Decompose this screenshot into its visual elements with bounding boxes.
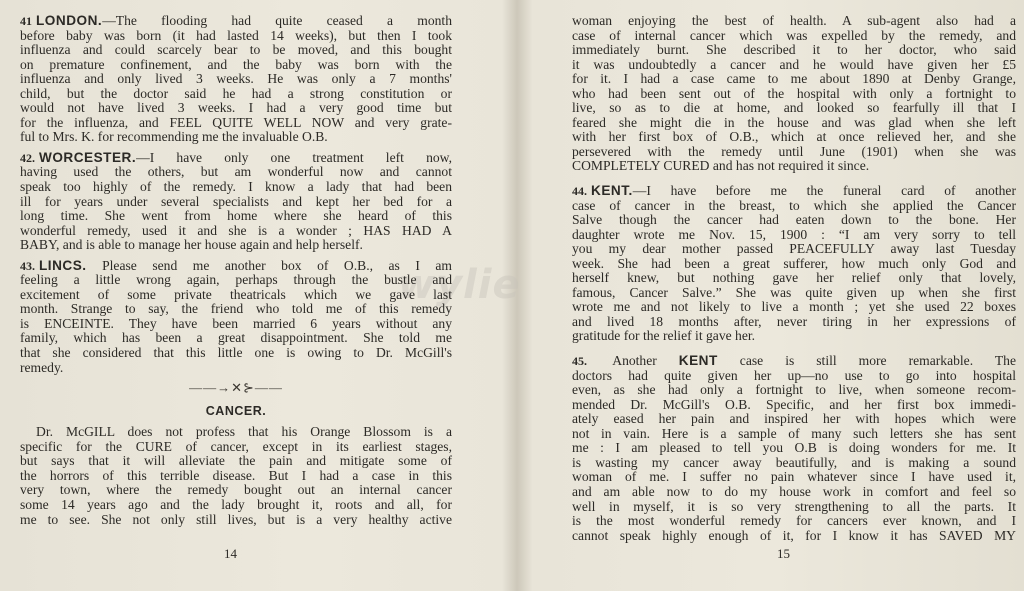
text-line: Another [591,353,679,369]
text-line: ately eased her pain and inspired her with hopes which were [572,411,1016,427]
text-line: with her first box of O.B., which at once relieved her, and she [572,129,1016,145]
text-line: ill for years under several specialists and kept her bed for a [20,193,452,209]
text-line: well in myself, it is so very strengthening to all the parts. It [572,498,1016,514]
entry-42 [20,151,452,253]
text-line: immediately burnt. She described it to her doctor, who said [572,42,1016,58]
text-line: case is still more remarkable. The [717,353,1016,369]
text-line: month. Strange to say, the friend who told me of this remedy [20,301,452,317]
text-line: me to see. She not only still lives, but is a very healthy active [20,511,452,527]
text-line: having used the others, but am wonderful now and cannot [20,164,452,180]
text-line: speak too highly of the remedy. I know a lady that had been [20,179,452,195]
text-line: family, which has been a great disappointment. She told me [20,330,452,346]
text-line: herself knew, but nothing gave her relief only that lovely, [572,270,1016,286]
entry-number: 45. [572,354,587,369]
text-line: —I have only one treatment left now, [136,149,452,165]
text-line: before baby was born (it had lasted 14 weeks), but then I took [20,27,452,43]
text-line: it was undoubtedly a cancer and he would have given her £5 [572,56,1016,72]
text-line: daughter wrote me Nov. 15, 1900 : “I am very sorry to tell [572,226,1016,242]
text-line: even, as she had only a fortnight to live, when someone recom- [572,382,1016,398]
entry-place: LINCS. [39,257,87,273]
text-line: very town, where the remedy bought out an internal cancer [20,482,452,498]
text-line: for it. I had a case came to me about 1890 at Denby Grange, [572,71,1016,87]
text-line: who had been sent out of the hospital with only a fortnight to [572,85,1016,101]
text-line: on premature confinement, and the baby was born with the [20,56,452,72]
text-line: woman of me. I suffer no pain whatever since I have used it, [572,469,1016,485]
text-line: case of internal cancer which was expelled by the remedy, and [572,27,1016,43]
watermark: wylie [398,262,521,308]
entry-number: 43. [20,258,35,273]
entry-place: WORCESTER. [39,149,137,165]
text-line: feeling a little wrong again, perhaps through the bustle and [20,272,452,288]
text-line: case of cancer in the breast, to which she applied the Cancer [572,197,1016,213]
entry-44 [572,184,1016,344]
right-page [512,0,1024,591]
page-number: 15 [777,546,790,561]
text-line: would not have lived 3 weeks. I had a very good time but [20,100,452,116]
text-line: some 14 years ago and the lady brought it, roots and all, for [20,496,452,512]
text-line: —I have before me the funeral card of another [632,183,1016,199]
text-line: me : I am pleased to tell you O.B is doing wonders for me. It [572,440,1016,456]
right-column [572,14,1016,543]
text-line: Dr. McGILL does not profess that his Orange Blossom is a [36,424,452,440]
continuation-paragraph [572,14,1016,174]
ornament-divider: ——→✕⊱—— [189,380,283,396]
text-line: influenza and could scarcely bear to be moved, and this bought [20,42,452,58]
text-line: is wasting my cancer away beautifully, and is making a sound [572,454,1016,470]
text-line: that she considered that this little one is owing to Dr. McGill's [20,345,452,361]
text-line: not in vain. Here is a sample of many such letters she has sent [572,425,1016,441]
entry-place: KENT. [591,183,633,199]
text-line: persevered with the remedy until June (1901) when she was [572,143,1016,159]
text-line: Salve though the cancer had eaten down to the bone. Her [572,212,1016,228]
text-line: child, but the doctor said he had a strong constitution or [20,85,452,101]
text-line: BABY, and is able to manage her house again and help herself. [20,237,363,253]
text-line: wrote me and not likely to live a month ; yet she used 22 boxes [572,299,1016,315]
text-line: and lived 18 months after, never tiring in her expressions of [572,313,1016,329]
section-title-cancer: CANCER. [205,403,267,418]
text-line: Please send me another box of O.B., as I am [86,257,452,273]
text-line: ful to Mrs. K. for recommending me the invaluable O.B. [20,129,328,145]
text-line: gratitude for the relief it gave her. [572,328,756,344]
text-line: famous, Cancer Salve.” She was quite given up when she first [572,284,1016,300]
entry-number: 41 [20,14,32,28]
text-line: week. She had been a great sufferer, how much only God and [572,255,1016,271]
entry-45 [572,354,1016,543]
text-line: long time. She went from home where she heard of this [20,208,452,224]
cancer-paragraph [20,425,452,527]
text-line: woman enjoying the best of health. A sub-agent also had a [572,13,1016,28]
entry-41 [20,14,452,145]
text-line: is the most wonderful remedy for cancers ever known, and I [572,513,1016,529]
text-line: COMPLETELY CURED and has not required it since. [572,158,870,174]
text-line: wonderful remedy, used it and she is a wonder ; HAS HAD A [20,222,452,238]
page-number: 14 [224,546,237,561]
text-line: live, so as to die at home, and looked so fearfully ill that I [572,100,1016,116]
text-line: doctors had quite given her up—no use to go into hospital [572,367,1016,383]
text-line: for the influenza, and FEEL QUITE WELL NOW and very grate- [20,114,452,130]
entry-place: KENT [678,353,718,369]
text-line: mended Dr. McGill's O.B. Specific, and her first box immedi- [572,396,1016,412]
text-line: feared she might die in the house and was glad when she left [572,114,1016,130]
entry-43 [20,259,452,375]
text-line: —The flooding had quite ceased a month [102,13,452,28]
text-line: but says that it will alleviate the pain and mitigate some of [20,453,452,469]
text-line: remedy. [20,359,64,375]
right-page-text [572,14,1024,549]
text-line: the horrors of this terrible disease. But I had a case in this [20,467,452,483]
text-line: specific for the CURE of cancer, except in its earliest stages, [20,438,452,454]
entry-number: 44. [572,184,587,199]
entry-number: 42. [20,150,35,165]
text-line: cannot speak highly enough of it, for I know it has SAVED MY [572,527,1016,543]
left-page-text [20,14,452,533]
entry-place: LONDON. [36,13,103,28]
text-line: and am able now to do my house work in comfort and feel so [572,483,1016,499]
text-line: excitement of some private theatricals which we gave last [20,286,452,302]
text-line: is ENCEINTE. They have been married 6 years without any [20,315,452,331]
text-line: you my dear mother passed PEACEFULLY away last Tuesday [572,241,1016,257]
text-line: influenza and only lived 3 weeks. He was only a 7 months' [20,71,452,87]
